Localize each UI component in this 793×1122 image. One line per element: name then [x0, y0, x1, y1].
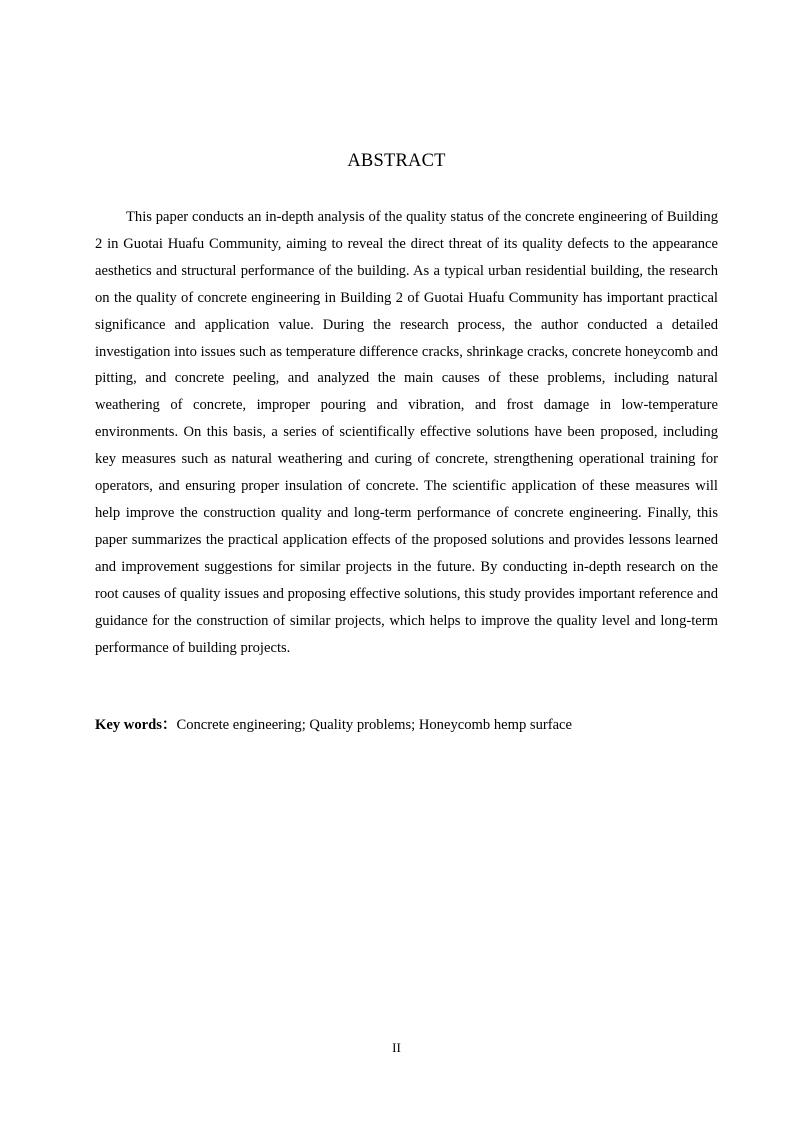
- keywords-text: Concrete engineering; Quality problems; Honeycomb hemp surface: [176, 717, 573, 733]
- page-title: ABSTRACT: [347, 151, 446, 171]
- abstract-body: This paper conducts an in-depth analysis of the quality status of the concrete engineering of Building 2 in Guotai Huafu Community, aiming to reveal the direct threat of its quality defects to the appearance aesthetics and structural performance of the building. As a typical urban residential building, the research on the quality of concrete engineering in Building 2 of Guotai Huafu Community has important practical significance and application value. During the research process, the author conducted a detailed investigation into issues such as temperature difference cracks, shrinkage cracks, concrete honeycomb and pitting, and concrete peeling, and analyzed the main causes of these problems, including natural weathering of concrete, improper pouring and vibration, and frost damage in low-temperature environments. On this basis, a series of scientifically effective solutions have been proposed, including key measures such as natural weathering and curing of concrete, strengthening operational training for operators, and ensuring proper insulation of concrete. The scientific application of these measures will help improve the construction quality and long-term performance of concrete engineering. Finally, this paper summarizes the practical application effects of the proposed solutions and provides lessons learned and improvement suggestions for similar projects in the future. By conducting in-depth research on the root causes of quality issues and proposing effective solutions, this study provides important reference and guidance for the construction of similar projects, which helps to improve the quality level and long-term performance of building projects.: [95, 209, 718, 656]
- keywords-line: [95, 712, 718, 738]
- page-number: II: [392, 1040, 401, 1055]
- keywords-label: Key words：: [95, 717, 177, 733]
